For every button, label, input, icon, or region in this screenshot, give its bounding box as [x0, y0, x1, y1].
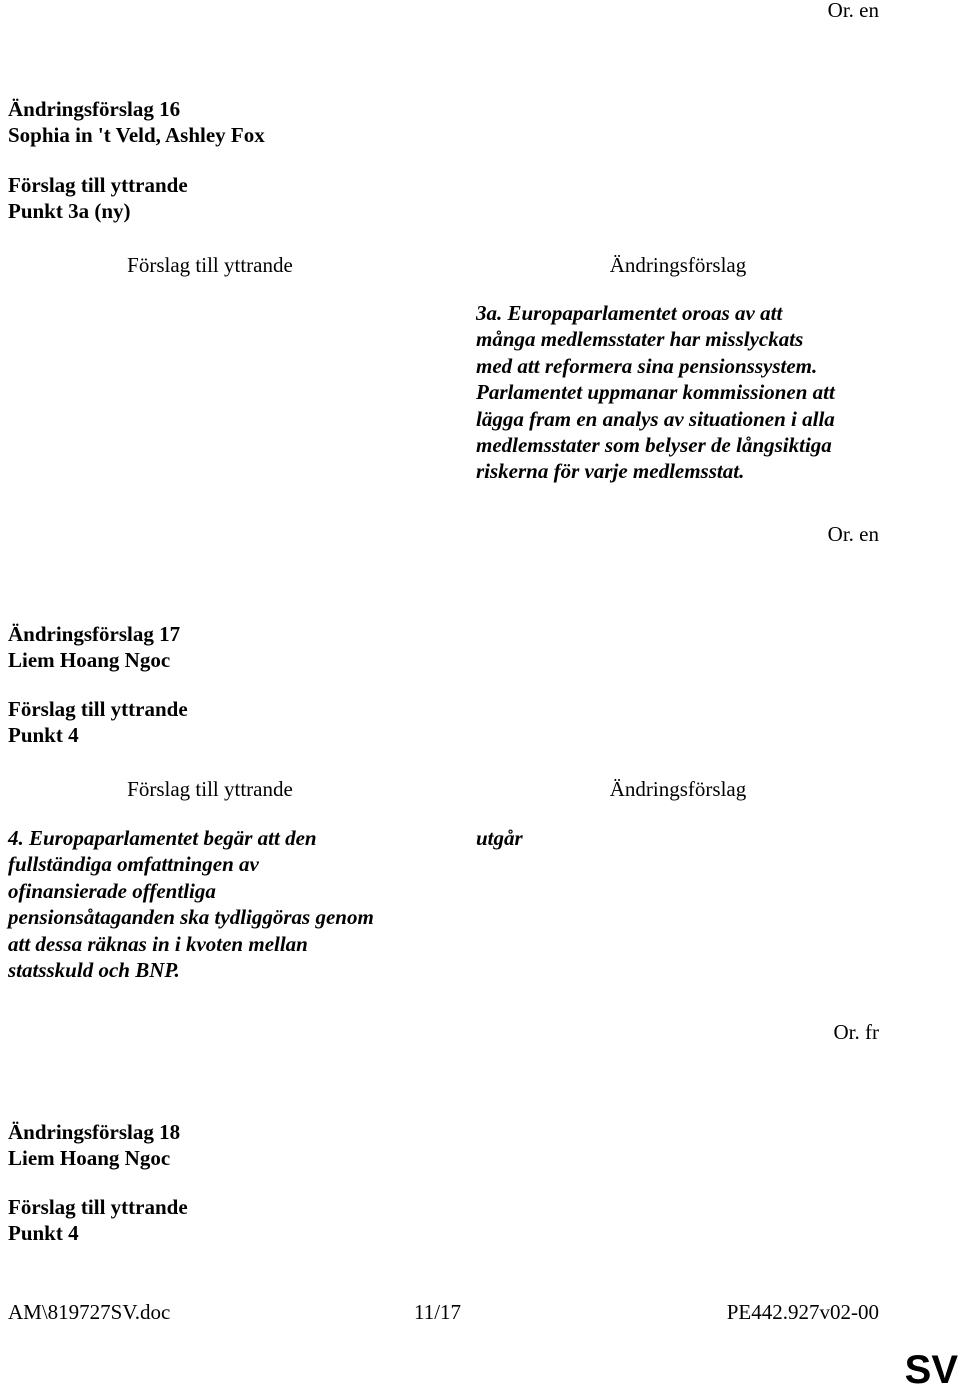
original-language-label: Or. en	[827, 0, 879, 22]
text-line: fullständiga omfattningen av	[8, 852, 259, 877]
text-line: lägga fram en analys av situationen i alla	[476, 406, 835, 431]
text-line: medlemsstater som belyser de långsiktiga	[476, 433, 832, 458]
right-column-header: Ändringsförslag	[609, 253, 747, 277]
footer-filename: AM\819727SV.doc	[8, 1300, 171, 1324]
text-line: Parlamentet uppmanar kommissionen att	[476, 380, 835, 405]
amendment-title: Ändringsförslag 16	[8, 97, 181, 121]
language-code-badge: SV	[904, 1348, 958, 1392]
left-column-header: Förslag till yttrande	[127, 253, 293, 277]
amendment-authors: Liem Hoang Ngoc	[8, 1146, 171, 1170]
text-line: 4. Europaparlamentet begär att den	[8, 826, 317, 850]
text-line: pensionsåtaganden ska tydliggöras genom	[8, 905, 374, 930]
amendment-document: Förslag till yttrande	[8, 697, 188, 721]
amendment-text-left	[8, 825, 374, 983]
amendment-point: Punkt 4	[8, 1221, 79, 1245]
amendment-point: Punkt 4	[8, 723, 79, 747]
amendment-document: Förslag till yttrande	[8, 173, 188, 197]
amendment-text-right: utgår	[476, 826, 523, 850]
text-line: att dessa räknas in i kvoten mellan	[8, 931, 308, 956]
amendment-authors: Liem Hoang Ngoc	[8, 648, 171, 672]
text-line: ofinansierade offentliga	[8, 878, 216, 903]
footer-reference: PE442.927v02-00	[726, 1300, 879, 1324]
text-line: riskerna för varje medlemsstat.	[476, 459, 745, 484]
original-language-label: Or. en	[827, 522, 879, 546]
right-column-header: Ändringsförslag	[609, 777, 747, 801]
footer-page-number: 11/17	[414, 1300, 462, 1324]
amendment-title: Ändringsförslag 17	[8, 622, 181, 646]
amendment-document: Förslag till yttrande	[8, 1195, 188, 1219]
amendment-authors: Sophia in 't Veld, Ashley Fox	[8, 123, 265, 147]
amendment-point: Punkt 3a (ny)	[8, 199, 131, 223]
text-line: 3a. Europaparlamentet oroas av att	[476, 301, 783, 325]
text-line: med att reformera sina pensionssystem.	[476, 353, 818, 378]
amendment-text-right	[476, 300, 835, 485]
amendment-title: Ändringsförslag 18	[8, 1120, 181, 1144]
original-language-label: Or. fr	[833, 1020, 879, 1044]
text-line: många medlemsstater har misslyckats	[476, 327, 804, 352]
text-line: statsskuld och BNP.	[8, 958, 180, 983]
left-column-header: Förslag till yttrande	[127, 777, 293, 801]
